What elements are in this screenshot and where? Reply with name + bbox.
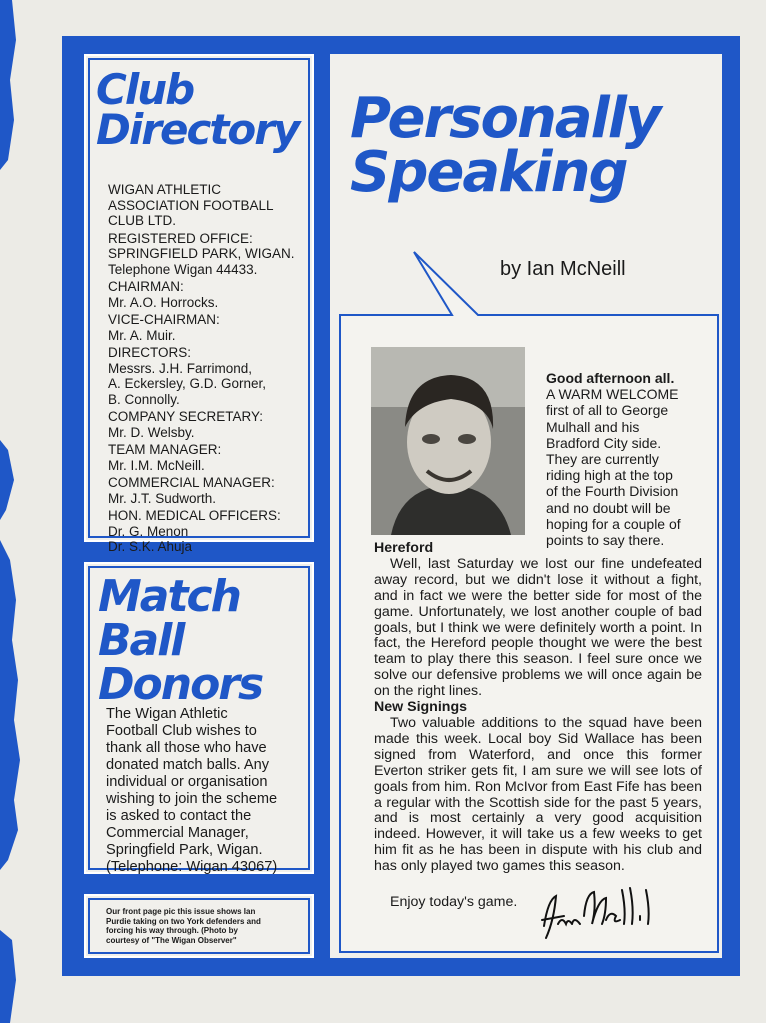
donors-title-line2: Ball — [98, 615, 184, 666]
vice-chairman: VICE-CHAIRMAN: Mr. A. Muir. — [108, 312, 220, 343]
directors: DIRECTORS: Messrs. J.H. Farrimond, A. Eckersley, G.D. Gorner, B. Connolly. — [108, 345, 267, 407]
company-secretary: COMPANY SECRETARY: Mr. D. Welsby. — [108, 409, 264, 440]
team-manager: TEAM MANAGER: Mr. I.M. McNeill. — [108, 442, 222, 473]
paragraph-new-signings: Two valuable additions to the squad have been made this week. Local boy Sid Wallace has been signed from Waterford, and once this former Everton striker gets fit, I am sure we will see lots of goals from him. Ron McIvor from East Fife has been a regular with the Scottish side for the past 5 years, and is most certainly a very good acquisition indeed. However, it will take us a few weeks to get him fit as he has been in dispute with his club and has only played two games this season. — [374, 714, 703, 875]
article-title — [350, 86, 660, 205]
article-body — [374, 541, 702, 875]
registered-office: REGISTERED OFFICE: SPRINGFIELD PARK, WIGAN. Telephone Wigan 44433. — [108, 230, 295, 277]
heading-new-signings: New Signings — [374, 699, 468, 716]
donors-text: The Wigan Athletic Football Club wishes to thank all those who have donated match balls. Any individual or organisation wishing to join the scheme is asked to contact the Commercial Manager, Springfield Park, Wigan. (Telephone: Wigan 43067) — [106, 706, 278, 875]
article-title-line2: Speaking — [350, 140, 627, 205]
donors-title-line1: Match — [98, 571, 240, 622]
article-title-line1: Personally — [350, 86, 660, 151]
handwritten-signature — [536, 880, 676, 942]
commercial-manager: COMMERCIAL MANAGER: Mr. J.T. Sudworth. — [108, 475, 275, 506]
intro-text: A WARM WELCOME first of all to George Mulhall and his Bradford City side. They are currently riding high at the top of the Fourth Division and no doubt will be hoping for a couple of points to say there. — [546, 386, 681, 549]
match-ball-donors-title — [98, 571, 263, 710]
closing-line: Enjoy today's game. — [390, 894, 518, 910]
torn-page-edge — [0, 0, 24, 1023]
donors-title-line3: Donors — [98, 659, 263, 710]
directory-list — [108, 182, 308, 557]
club-directory-title — [96, 65, 299, 154]
portrait-photo — [371, 347, 525, 535]
directory-title-line1: Club — [96, 65, 194, 114]
directory-title-line2: Directory — [96, 105, 299, 154]
greeting: Good afternoon all. — [546, 370, 675, 386]
medical-officers: HON. MEDICAL OFFICERS: Dr. G. Menon Dr. S.K. Ahuja — [108, 508, 281, 554]
front-page-caption: Our front page pic this issue shows Ian Purdie taking on two York defenders and forcing his way through. (Photo by courtesy of "The Wigan Observer" — [106, 907, 261, 945]
article-intro — [546, 370, 700, 548]
chairman: CHAIRMAN: Mr. A.O. Horrocks. — [108, 279, 219, 310]
club-name: WIGAN ATHLETIC ASSOCIATION FOOTBALL CLUB LTD. — [108, 182, 274, 228]
portrait-illustration — [371, 347, 525, 535]
byline: by Ian McNeill — [500, 258, 626, 280]
paragraph-hereford: Well, last Saturday we lost our fine undefeated away record, but we didn't lose it without a fight, and in fact we were the better side for most of the game. Unfortunately, we lost another couple of bad goals, but I think we were definitely worth a point. In fact, the Hereford people thought we were the best team to play there this season. I feel sure once we solve our defensive problems we will once again be on the right lines. — [374, 555, 702, 700]
heading-hereford: Hereford — [374, 540, 434, 556]
